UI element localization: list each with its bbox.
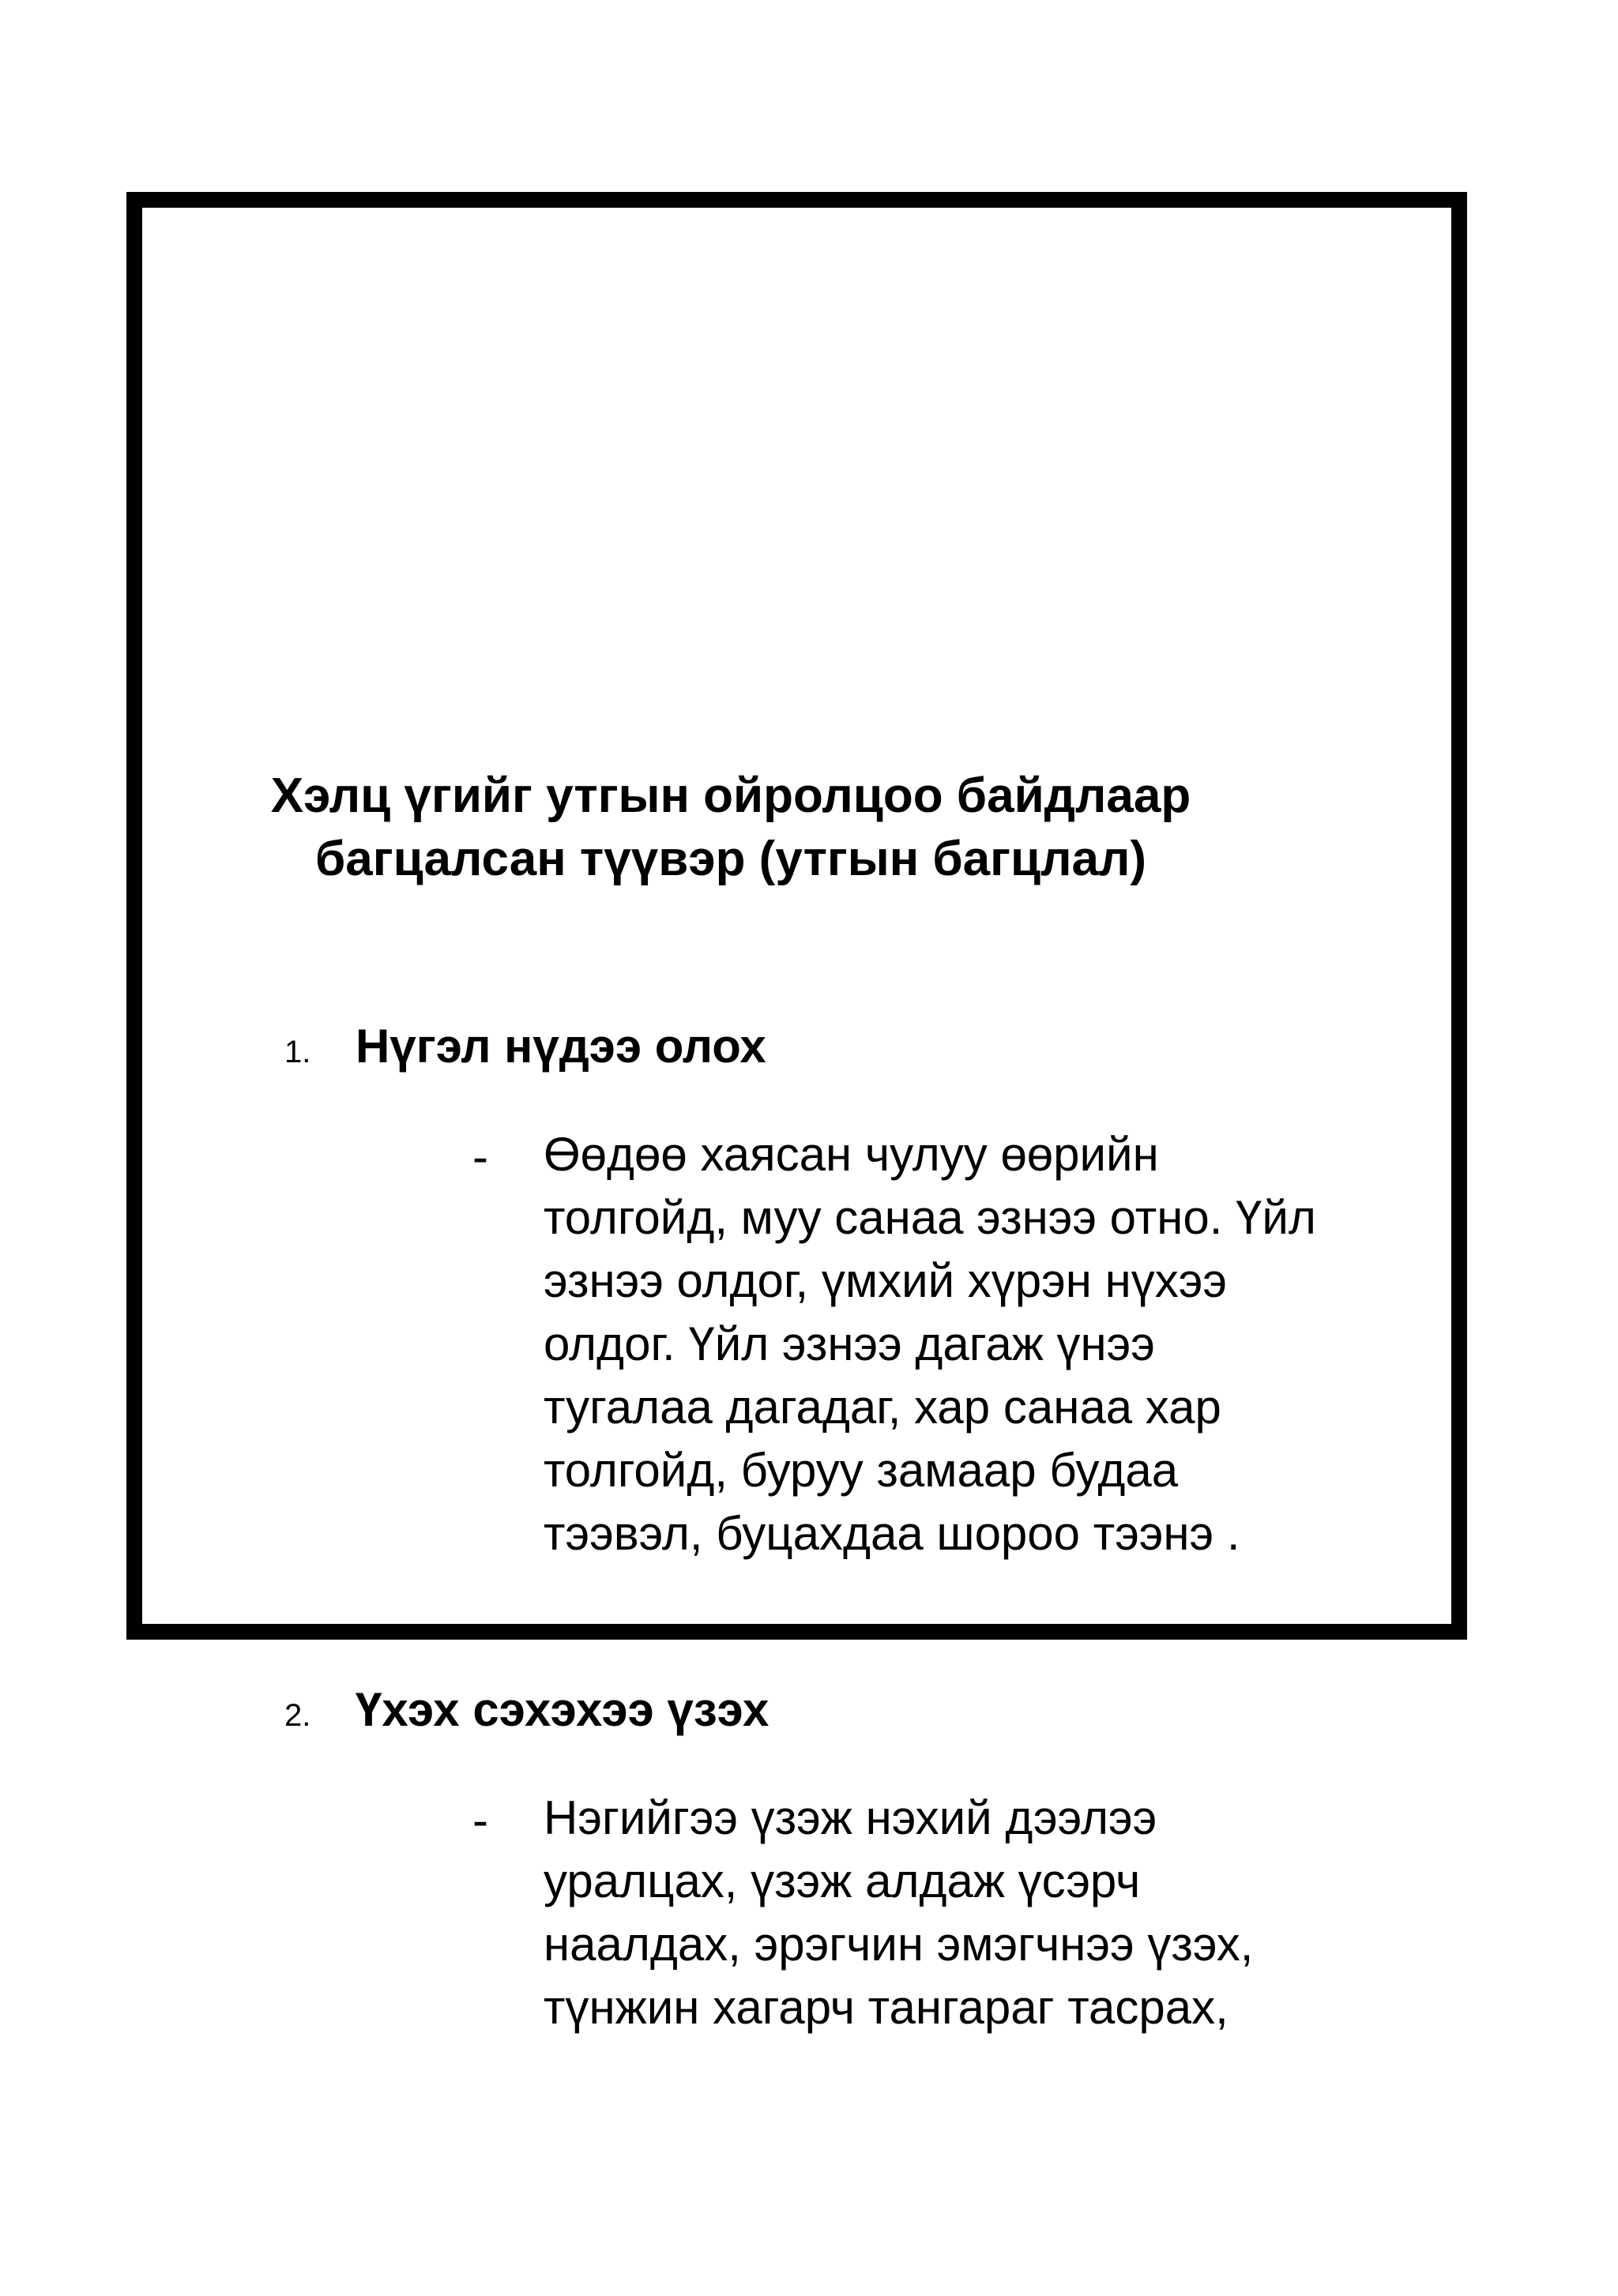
section-1-number: 1. xyxy=(284,1035,311,1069)
section-1-line: толгойд, муу санаа эзнээ отно. Үйл xyxy=(544,1191,1316,1244)
section-1-title: Нүгэл нүдээ олох xyxy=(356,1020,766,1073)
section-2-number: 2. xyxy=(284,1698,311,1733)
section-1-bullet-text xyxy=(544,1123,1444,1565)
section-1-line: толгойд, буруу замаар будаа xyxy=(544,1444,1179,1497)
title-line-1: Хэлц үгийг утгын ойролцоо байдлаар xyxy=(270,768,1191,823)
section-1-line: эзнээ олдог, үмхий хүрэн нүхээ xyxy=(544,1254,1227,1307)
title-line-2: багцалсан түүвэр (утгын багцлал) xyxy=(314,832,1146,886)
section-2-title: Үхэх сэхэхээ үзэх xyxy=(356,1683,769,1736)
section-2-line: түнжин хагарч тангараг тасрах, xyxy=(544,1981,1229,2034)
section-1-line: Өөдөө хаясан чулуу өөрийн xyxy=(544,1128,1159,1181)
section-2-line: уралцах, үзэж алдаж үсэрч xyxy=(544,1854,1141,1907)
section-2-bullet-dash: - xyxy=(472,1794,488,1847)
section-2-bullet-text xyxy=(544,1787,1444,2039)
section-1-bullet-dash: - xyxy=(472,1130,488,1183)
section-1-heading xyxy=(284,1019,766,1073)
section-2-line: наалдах, эрэгчин эмэгчнээ үзэх, xyxy=(544,1918,1254,1971)
section-2-heading xyxy=(284,1682,769,1737)
section-2-line: Нэгийгээ үзэж нэхий дээлээ xyxy=(544,1791,1157,1844)
section-1-line: тугалаа дагадаг, хар санаа хар xyxy=(544,1381,1221,1434)
section-1-line: олдог. Үйл эзнээ дагаж үнээ xyxy=(544,1317,1155,1370)
document-title xyxy=(158,765,1304,891)
section-1-line: тээвэл, буцахдаа шороо тээнэ . xyxy=(544,1507,1240,1560)
